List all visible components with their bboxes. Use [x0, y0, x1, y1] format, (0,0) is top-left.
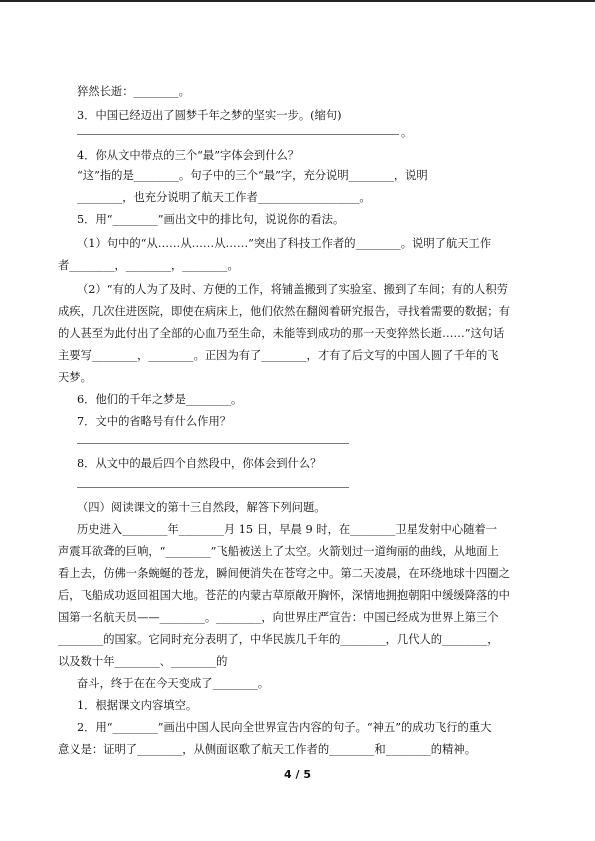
- text-line: 的人甚至为此付出了全部的心血乃至生命，未能等到成功的那一天变猝然长逝……”这句话: [58, 327, 505, 340]
- text-line: 主要写________，________。正因为有了________，才有了后文写的中国人圆了千年的飞: [58, 349, 499, 362]
- text-line: 后，飞船成功返回祖国大地。苍茫的内蒙古草原敞开胸怀，深情地拥抱朝阳中缓缓降落的中: [58, 589, 510, 602]
- text-line: 猝然长逝：________。: [77, 85, 190, 98]
- question-4: 4．你从文中带点的三个“最”字体会到什么？: [77, 149, 300, 162]
- question-8: 8．从文中的最后四个自然段中，你体会到什么？: [77, 457, 322, 470]
- text-line: 历史进入________年________月 15 日，早晨 9 时，在________卫星发射中心随着一: [77, 523, 498, 536]
- text-line: ________的国家。它同时充分表明了，中华民族几千年的________，几代人的________，: [58, 633, 499, 646]
- answer-line-end: 。: [401, 126, 413, 139]
- text-line: 声震耳欲聋的巨响，“________”飞船被送上了太空。火箭划过一道绚丽的曲线，从地面上: [58, 545, 499, 558]
- text-line: 天梦。: [58, 371, 92, 384]
- text-line: （2）“有的人为了及时、方便的工作，将铺盖搬到了实验室、搬到了车间；有的人积劳: [77, 283, 508, 296]
- question-2: 2．用“________”画出中国人民向全世界宣告内容的句子。“神五”的成功飞行的重大: [77, 721, 492, 734]
- text-line: ________，也充分说明了航天工作者__________________。: [77, 191, 371, 204]
- text-line: 以及数十年________、________的: [58, 655, 228, 668]
- answer-line: [77, 487, 349, 488]
- text-line: 看上去，仿佛一条蜿蜒的苍龙，瞬间便消失在苍穹之中。第二天凌晨，在环绕地球十四圈之: [58, 567, 510, 580]
- question-3: 3．中国已经迈出了圆梦千年之梦的坚实一步。(缩句): [77, 109, 342, 122]
- text-line: 成疾，几次住进医院，即使在病床上，他们依然在翻阅着研究报告，寻找着需要的数据；有: [58, 305, 510, 318]
- question-6: 6．他们的千年之梦是________。: [77, 393, 243, 406]
- text-line: 奋斗，终于在在今天变成了________。: [77, 677, 270, 690]
- text-line: 意义是：证明了________，从侧面讴歌了航天工作者的________和________的精神。: [58, 743, 476, 756]
- answer-line: [77, 443, 349, 444]
- page-number: 4 / 5: [284, 768, 311, 781]
- answer-line: [77, 134, 399, 135]
- question-5: 5．用“________”画出文中的排比句，说说你的看法。: [77, 213, 345, 226]
- text-line: 者________，________，________。: [58, 259, 239, 272]
- text-line: （1）句中的“从……从……从……”突出了科技工作者的________。说明了航天工作: [77, 237, 492, 250]
- question-7: 7．文中的省略号有什么作用？: [77, 415, 232, 428]
- section-heading: （四）阅读课文的第十三自然段，解答下列问题。: [77, 501, 326, 514]
- text-line: “这”指的是________。句子中的三个“最”字，充分说明________，说明: [77, 169, 428, 182]
- text-line: 国第一名航天员——________。________，向世界庄严宣告：中国已经成为世界上第三个: [58, 611, 499, 624]
- question-1: 1．根据课文内容填空。: [77, 699, 198, 712]
